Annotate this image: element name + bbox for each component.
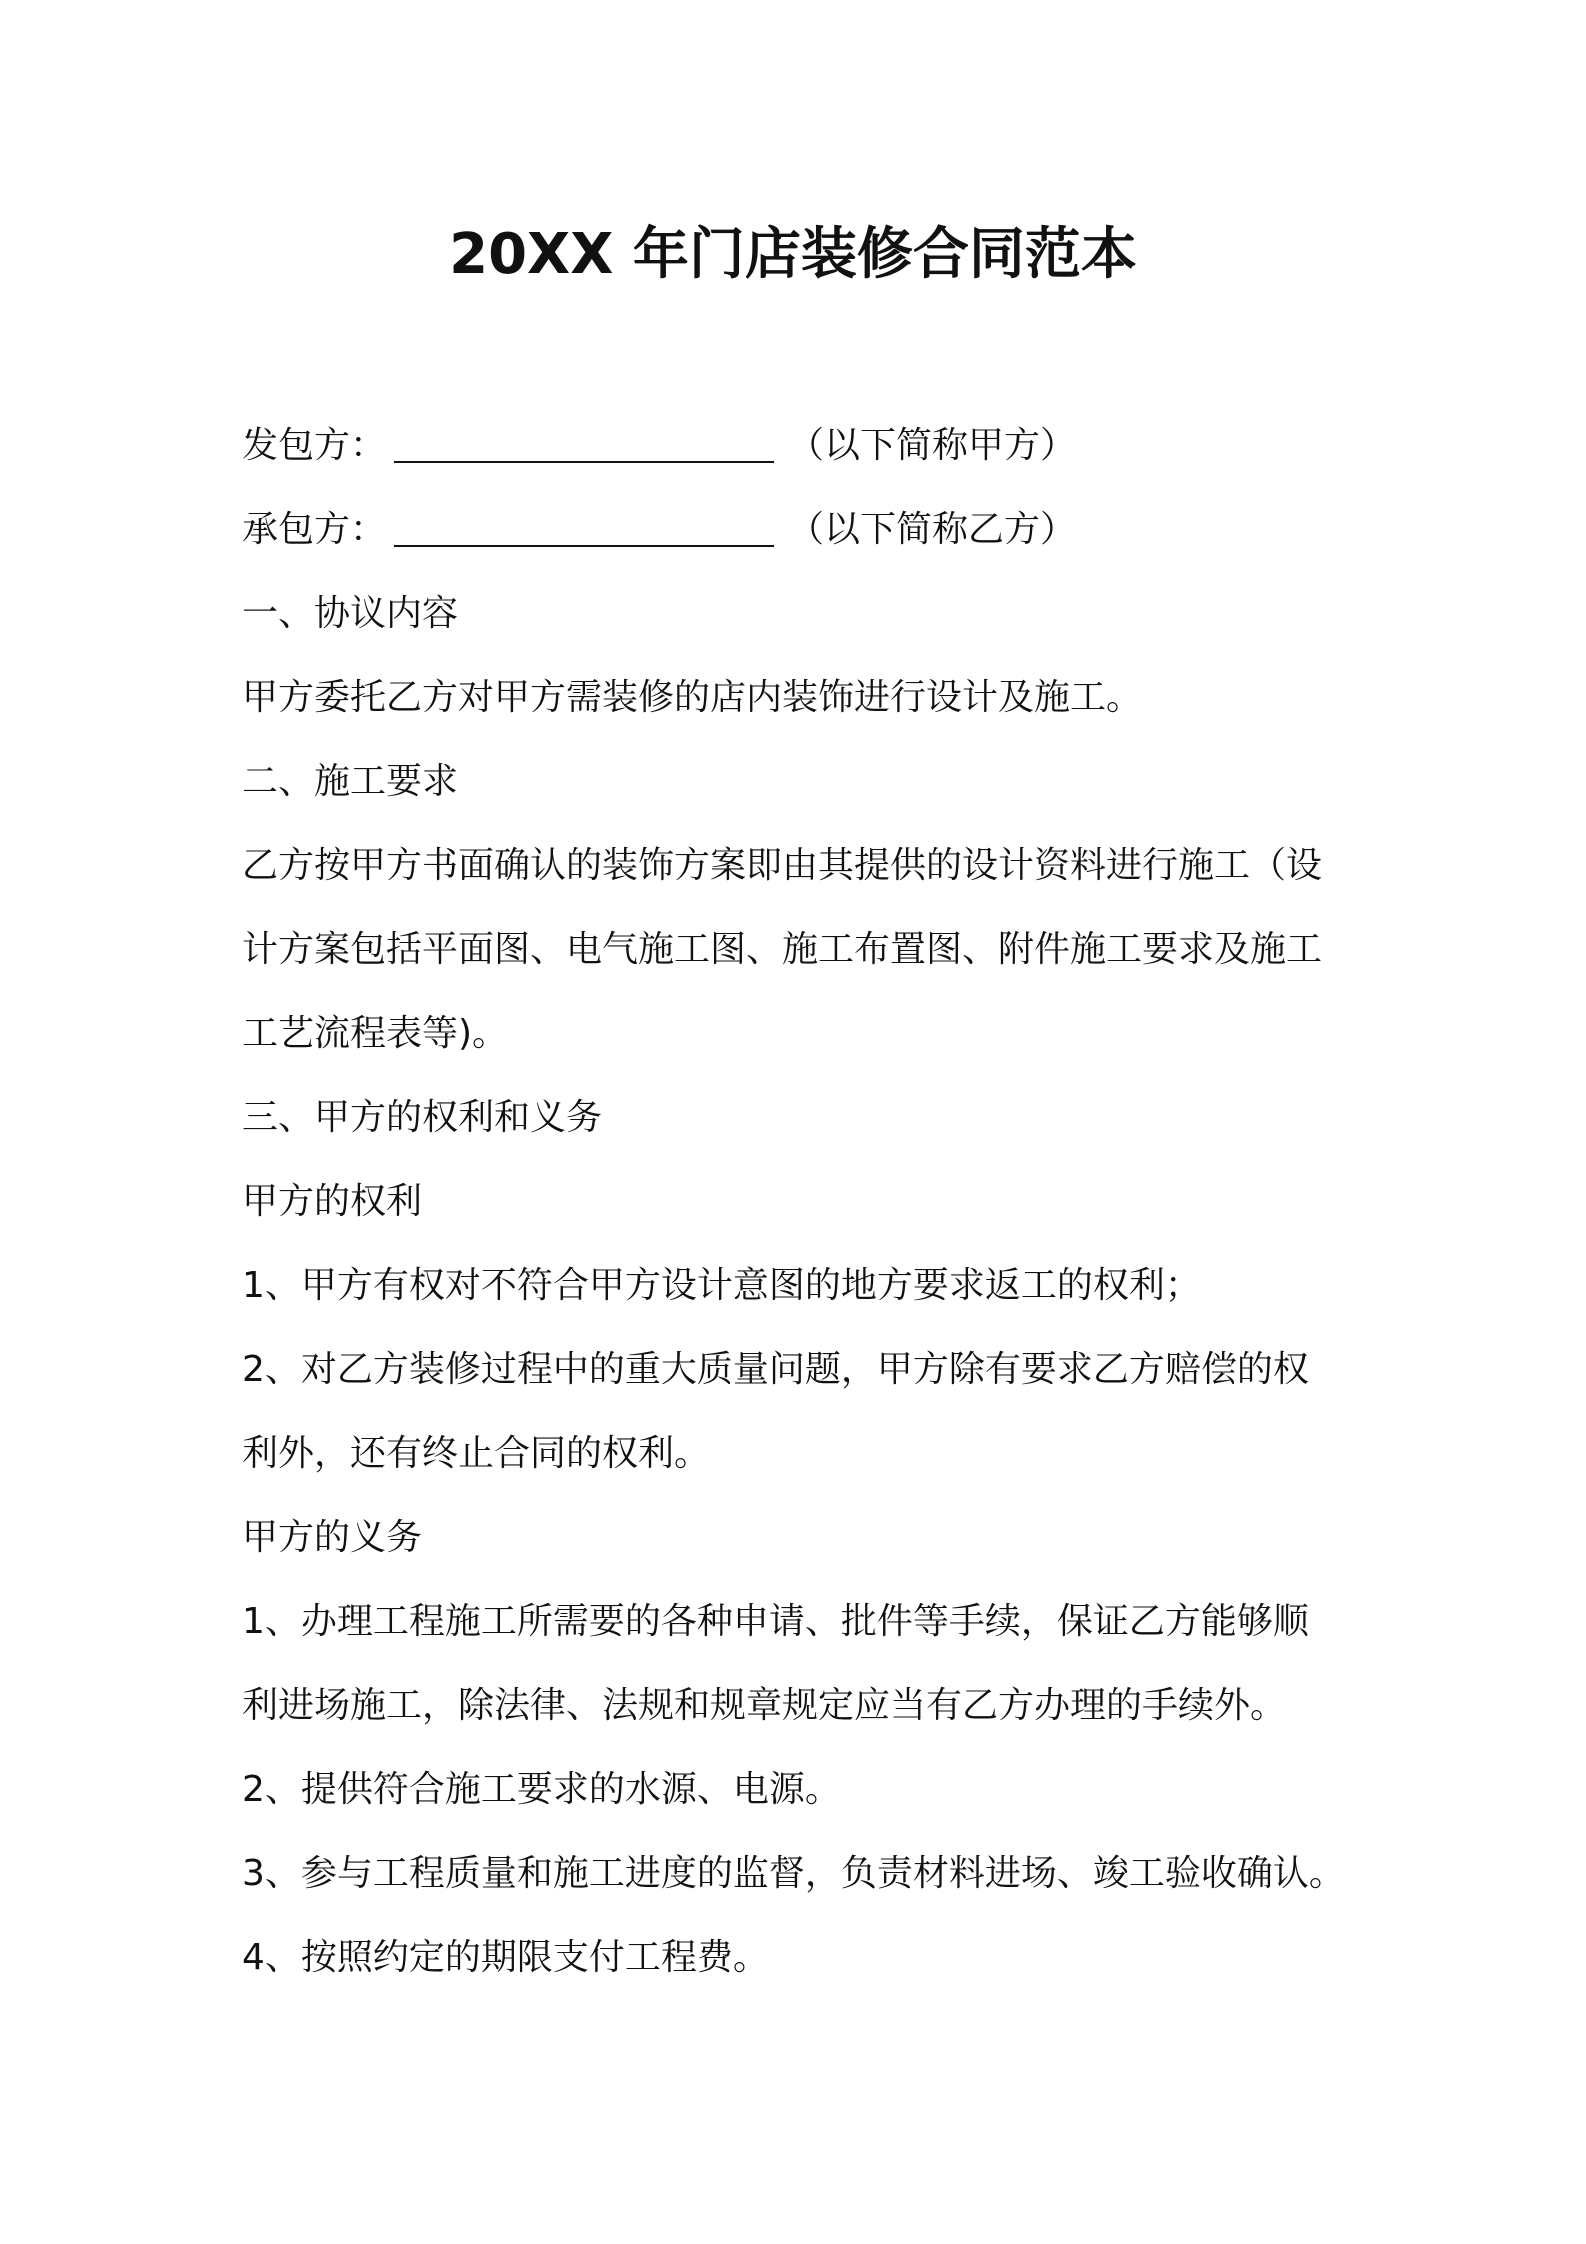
party-a-label: 发包方： <box>242 425 387 466</box>
list-item: 3、参与工程质量和施工进度的监督，负责材料进场、竣工验收确认。 <box>242 1853 1345 1894</box>
party-a-line <box>242 404 1392 488</box>
party-a-blank <box>394 425 774 463</box>
party-b-label: 承包方： <box>242 509 387 550</box>
section-heading-requirements: 二、施工要求 <box>242 761 459 802</box>
party-a-note: （以下简称甲方） <box>788 425 1077 466</box>
party-b-blank <box>394 509 774 547</box>
party-b-note: （以下简称乙方） <box>788 509 1077 550</box>
list-item: 4、按照约定的期限支付工程费。 <box>242 1937 769 1978</box>
section-heading-rights-obligations: 三、甲方的权利和义务 <box>242 1097 603 1138</box>
document-body <box>242 404 1392 2000</box>
paragraph-line: 工艺流程表等)。 <box>242 1013 509 1054</box>
subheading-obligations: 甲方的义务 <box>242 1517 423 1558</box>
paragraph-line: 计方案包括平面图、电气施工图、施工布置图、附件施工要求及施工 <box>242 929 1323 970</box>
list-item: 2、提供符合施工要求的水源、电源。 <box>242 1769 841 1810</box>
paragraph-line: 甲方委托乙方对甲方需装修的店内装饰进行设计及施工。 <box>242 677 1143 718</box>
document-title: 20XX 年门店装修合同范本 <box>449 222 1137 287</box>
list-item: 2、对乙方装修过程中的重大质量问题，甲方除有要求乙方赔偿的权 <box>242 1349 1309 1390</box>
subheading-rights: 甲方的权利 <box>242 1181 423 1222</box>
list-item: 1、甲方有权对不符合甲方设计意图的地方要求返工的权利； <box>242 1265 1201 1306</box>
list-item: 1、办理工程施工所需要的各种申请、批件等手续，保证乙方能够顺 <box>242 1601 1309 1642</box>
party-b-line <box>242 488 1392 572</box>
section-heading-agreement: 一、协议内容 <box>242 593 459 634</box>
paragraph-line: 利外，还有终止合同的权利。 <box>242 1433 711 1474</box>
paragraph-line: 利进场施工，除法律、法规和规章规定应当有乙方办理的手续外。 <box>242 1685 1287 1726</box>
paragraph-line: 乙方按甲方书面确认的装饰方案即由其提供的设计资料进行施工（设 <box>242 845 1323 886</box>
